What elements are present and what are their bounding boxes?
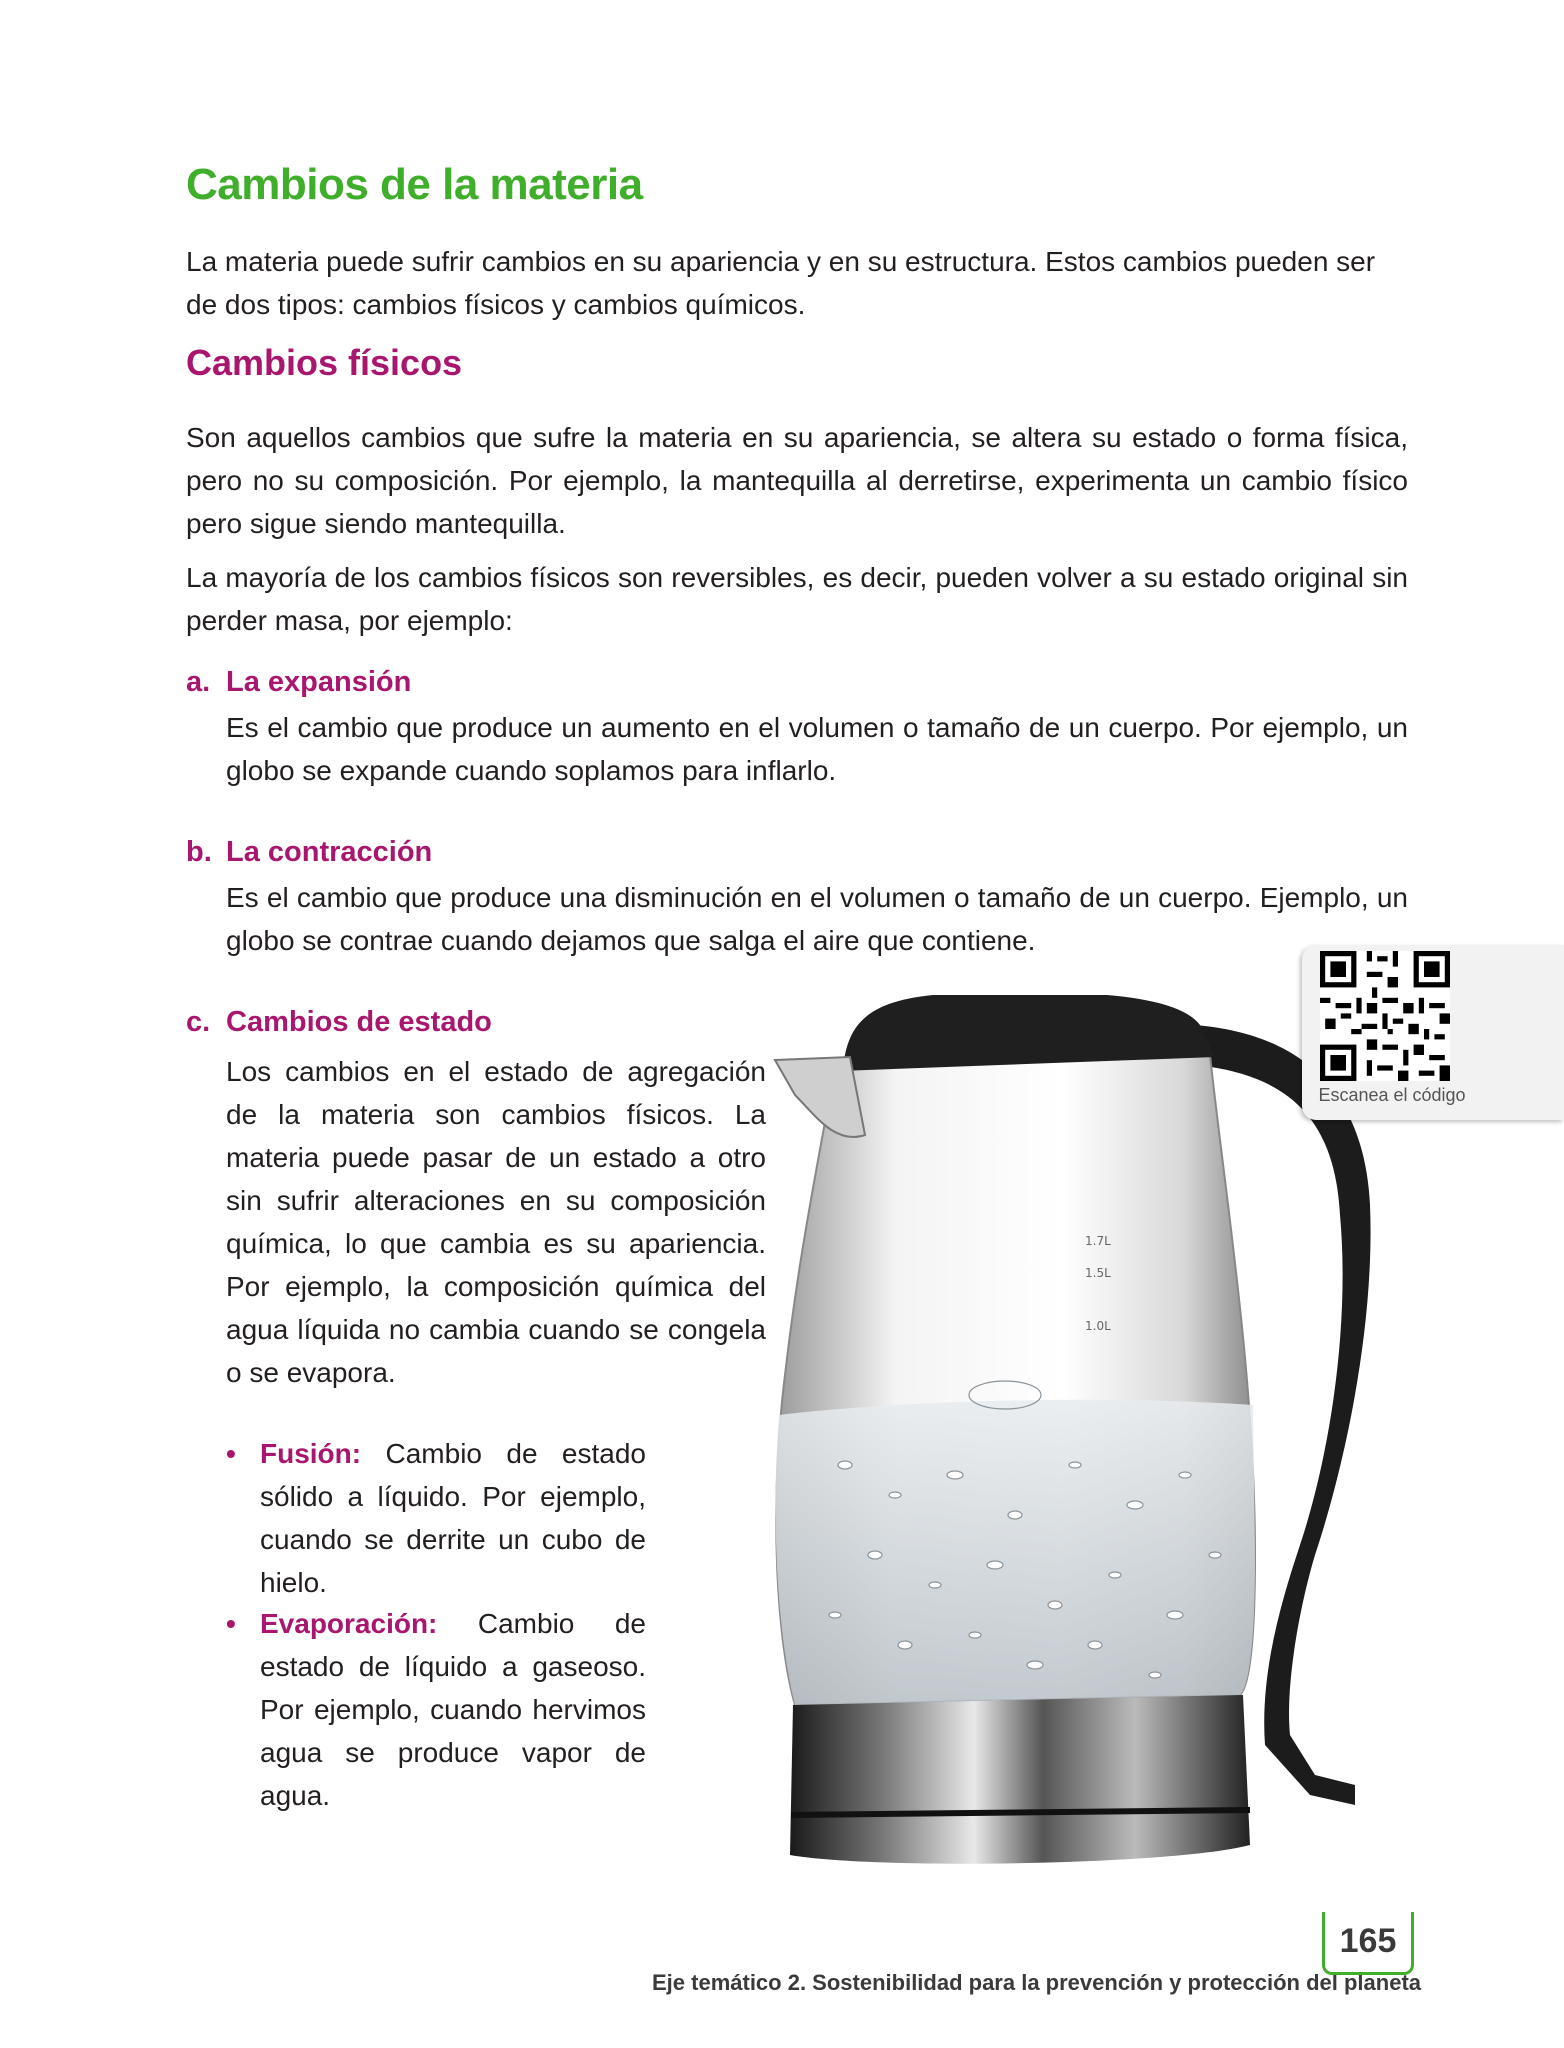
qr-code-icon xyxy=(1320,951,1450,1081)
footer-text: Eje temático 2. Sostenibilidad para la prevención y protección del planeta xyxy=(652,1970,1422,1995)
bullet-text xyxy=(260,1602,646,1817)
bullet-description: Cambio de estado de líquido a gaseoso. Por ejemplo, cuando hervimos agua se produce vapor de agua. xyxy=(260,1608,647,1811)
item-title: La contracción xyxy=(226,836,433,868)
kettle-mark-1-0: 1.0L xyxy=(1085,1319,1111,1333)
glass-kettle-image xyxy=(755,995,1455,1875)
item-heading-expansion xyxy=(186,666,411,699)
bullet-fusion xyxy=(226,1432,646,1604)
kettle-spout xyxy=(775,1057,865,1137)
page-title: Cambios de la materia xyxy=(186,160,643,209)
bullet-dot: • xyxy=(226,1608,236,1639)
page-number: 165 xyxy=(1322,1912,1414,1975)
item-body-contraction: Es el cambio que produce una disminución en el volumen o tamaño de un cuerpo. Ejemplo, un globo se contrae cuando dejamos que salga el aire que contiene. xyxy=(226,882,1408,956)
bullet-dot: • xyxy=(226,1438,236,1469)
item-letter: c. xyxy=(186,1006,211,1038)
item-body-state-changes: Los cambios en el estado de agregación de la materia son cambios físicos. La materia puede pasar de un estado a otro sin sufrir alteraciones en su composición química, lo que cambia es su apariencia. Por ejemplo, la composición química del agua líquida no cambia cuando se congela o se evapora. xyxy=(226,1056,766,1388)
kettle-mark-1-5: 1.5L xyxy=(1085,1266,1111,1280)
kettle-base xyxy=(790,1695,1250,1864)
bullet-text xyxy=(260,1432,646,1604)
qr-badge[interactable] xyxy=(1302,945,1564,1120)
physical-paragraph-1: Son aquellos cambios que sufre la materia en su apariencia, se altera su estado o forma física, pero no su composición. Por ejemplo, la mantequilla al derretirse, experimenta un cambio físico pero sigue siendo mantequilla. xyxy=(186,422,1408,539)
item-heading-contraction xyxy=(186,836,432,869)
intro-paragraph: La materia puede sufrir cambios en su apariencia y en su estructura. Estos cambios pueden ser de dos tipos: cambios físicos y cambios químicos. xyxy=(186,246,1376,320)
item-letter: a. xyxy=(186,666,211,698)
bullet-evaporation xyxy=(226,1602,646,1817)
qr-caption: Escanea el código xyxy=(1318,1085,1466,1105)
physical-paragraph-2: La mayoría de los cambios físicos son reversibles, es decir, pueden volver a su estado original sin perder masa, por ejemplo: xyxy=(186,562,1408,636)
item-title: Cambios de estado xyxy=(226,1006,492,1038)
bullet-term: Evaporación: xyxy=(260,1608,438,1639)
item-body-expansion: Es el cambio que produce un aumento en el volumen o tamaño de un cuerpo. Por ejemplo, un globo se expande cuando soplamos para inflarlo. xyxy=(226,712,1408,786)
item-title: La expansión xyxy=(226,666,412,698)
bullet-description: Cambio de estado sólido a líquido. Por ejemplo, cuando se derrite un cubo de hielo. xyxy=(260,1438,646,1598)
bullet-term: Fusión: xyxy=(260,1438,362,1469)
kettle-mark-1-7: 1.7L xyxy=(1085,1234,1111,1248)
section-heading-physical: Cambios físicos xyxy=(186,342,463,383)
item-letter: b. xyxy=(186,836,212,868)
kettle-water xyxy=(776,1400,1255,1705)
item-heading-state-changes xyxy=(186,1006,492,1039)
